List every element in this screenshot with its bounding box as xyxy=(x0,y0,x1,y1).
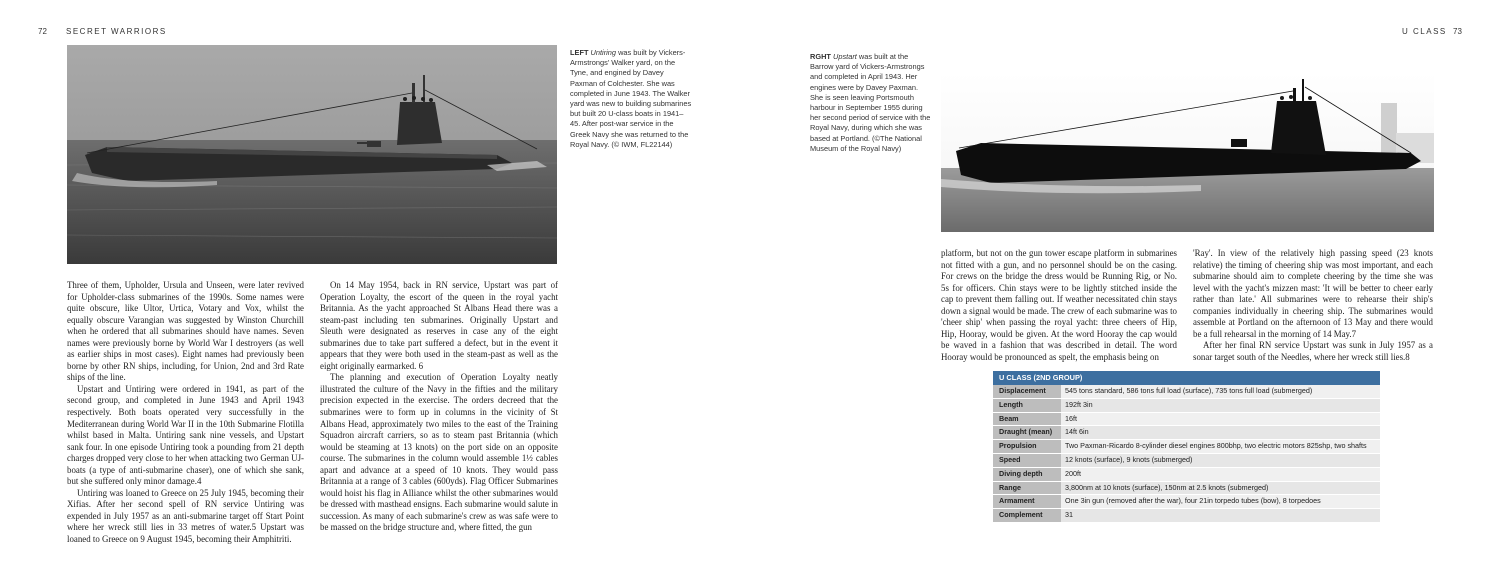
right-photo-caption xyxy=(810,52,932,154)
caption-ship-name: Upstart xyxy=(833,52,857,61)
table-row-value: One 3in gun (removed after the war), four 21in torpedo tubes (bow), 8 torpedoes xyxy=(1061,495,1380,508)
table-row xyxy=(993,426,1380,440)
table-row-value: 192ft 3in xyxy=(1061,399,1380,412)
table-row-value: 200ft xyxy=(1061,468,1380,481)
caption-text: was built by Vickers-Armstrongs' Walker yard, on the Tyne, and engined by Davey Paxman of Colchester. She was completed in June 1943. The Walker yard was new to building submarines but built 20 U-class boats in 1941–45. After post-war service in the Greek Navy she was returned to the Royal Navy. (© IWM, FL22144) xyxy=(570,48,692,149)
caption-text: was built at the Barrow yard of Vickers-Armstrongs and completed in April 1943. Her engines were by Davey Paxman. She is seen leaving Portsmouth harbour in September 1955 during her second period of service with the Royal Navy, during which she was based at Portland. (©The National Museum of the Royal Navy) xyxy=(810,52,931,153)
table-row xyxy=(993,509,1380,523)
table-row xyxy=(993,413,1380,427)
table-row xyxy=(993,385,1380,399)
caption-ship-name: Untiring xyxy=(590,48,617,57)
table-row xyxy=(993,399,1380,413)
paragraph: platform, but not on the gun tower escape platform in submarines not fitted with a gun, and no personnel should be on the casing. For crews on the bridge the dress would be Running Rig, or No. 5s for officers. Chin stays were to be lightly stitched inside the cap to prevent them falling out. If weather necessitated chin stays down a signal would be made. The crew of each submarine was to 'cheer ship' when passing the royal yacht: three cheers of Hip, Hip, Hooray, would be given. At the word Hooray the cap would be waved in a fashion that was described in detail. The word Hooray would be pronounced as spelt, the emphasis being on xyxy=(941,248,1177,362)
table-row-label: Complement xyxy=(993,509,1061,522)
table-row xyxy=(993,495,1380,509)
table-row-label: Beam xyxy=(993,413,1061,426)
table-row xyxy=(993,440,1380,454)
table-row-value: 14ft 6in xyxy=(1061,426,1380,439)
paragraph: 'Ray'. In view of the relatively high passing speed (23 knots relative) the timing of cheering ship was most important, and each submarine should aim to complete cheering by the time she was level with the yacht's mizzen mast: 'It will be better to cheer early rather than late.' All submarines were to rehearse their ship's companies individually in cheering ship. The submarines would assemble at Portland on the afternoon of 13 May and there would be a full rehearsal in the morning of 14 May.7 xyxy=(1193,248,1433,339)
left-column-1 xyxy=(67,280,304,546)
table-body xyxy=(993,385,1380,523)
untiring-photo xyxy=(67,45,557,264)
table-row-label: Propulsion xyxy=(993,440,1061,453)
paragraph: After her final RN service Upstart was sunk in July 1957 as a sonar target south of the Needles, where her wreck still lies.8 xyxy=(1193,340,1433,362)
specifications-table xyxy=(993,371,1380,523)
paragraph: Untiring was loaned to Greece on 25 July 1945, becoming their Xifias. After her second spell of RN service Untiring was expended in July 1957 as an anti-submarine target off Start Point where her wreck still lies in 33 metres of water.5 Upstart was loaned to Greece on 9 August 1945, becoming their Amphitriti. xyxy=(67,487,304,545)
table-row xyxy=(993,482,1380,496)
right-column-2 xyxy=(1193,248,1433,363)
paragraph: Upstart and Untiring were ordered in 1941, as part of the second group, and completed in June 1943 and April 1943 respectively. Both boats operated very successfully in the Mediterranean during World War II in the 10th Submarine Flotilla whilst based in Malta. Untiring sank nine vessels, and Upstart sank four. In one episode Untiring took a pounding from 21 depth charges dropped very close to her when attacking two German UJ-boats (a type of anti-submarine chaser), one of which she sank, but she suffered only minor damage.4 xyxy=(67,383,304,487)
left-running-head: SECRET WARRIORS xyxy=(66,27,167,36)
table-row-label: Armament xyxy=(993,495,1061,508)
paragraph: The planning and execution of Operation Loyalty neatly illustrated the culture of the Navy in the fifties and the military precision expected in the exercise. The orders decreed that the submarines were to form up in columns in the vicinity of St Albans Head, approximately two miles to the east of the Training Squadron aircraft carriers, so as to steam past Britannia (which would be steaming at 13 knots) on the port side on an opposite course. The submarines in the column would assemble 1½ cables apart and advance at a speed of 10 knots. They would pass Britannia at a range of 3 cables (600yds). Flag Officer Submarines would hoist his flag in Alliance whilst the other submarines would be dressed with masthead ensigns. Each submarine would salute in succession. As many of each submarine's crew as was safe were to be massed on the bridge structure and, where fitted, the gun xyxy=(320,372,558,533)
table-title: U CLASS (2ND GROUP) xyxy=(993,371,1380,385)
table-row-value: 16ft xyxy=(1061,413,1380,426)
right-column-1 xyxy=(941,248,1177,363)
table-row-label: Diving depth xyxy=(993,468,1061,481)
upstart-photo xyxy=(941,73,1434,232)
left-page-number: 72 xyxy=(38,27,47,36)
left-column-2 xyxy=(320,280,558,534)
table-row-label: Draught (mean) xyxy=(993,426,1061,439)
table-row xyxy=(993,468,1380,482)
table-row xyxy=(993,454,1380,468)
table-row-value: 31 xyxy=(1061,509,1380,522)
table-row-label: Range xyxy=(993,482,1061,495)
table-row-value: 12 knots (surface), 9 knots (submerged) xyxy=(1061,454,1380,467)
table-row-value: 545 tons standard, 586 tons full load (surface), 735 tons full load (submerged) xyxy=(1061,385,1380,398)
caption-lead: RGHT xyxy=(810,52,831,61)
table-row-value: Two Paxman-Ricardo 8-cylinder diesel engines 800bhp, two electric motors 825shp, two shafts xyxy=(1061,440,1380,453)
paragraph: Three of them, Upholder, Ursula and Unseen, were later revived for Upholder-class submarines of the 1990s. Some names were quite obscure, like Ultor, Urtica, Votary and Vox, whilst the equally obscure Varangian was suggested by Winston Churchill when he ordered that all submarines should have names. Seven names were previously borne by World War I destroyers (as well as earlier ships in most cases). Eight names had previously been borne by other RN ships, including, for Union, 2nd and 3rd Rate ships of the line. xyxy=(67,280,304,383)
paragraph: On 14 May 1954, back in RN service, Upstart was part of Operation Loyalty, the escort of the queen in the royal yacht Britannia. As the yacht approached St Albans Head there was a steam-past including ten submarines. Originally Upstart and Sleuth were designated as reserves in case any of the eight submarines due to take part suffered a defect, but in the event it appears that they were both used in the steam-past as well as the eight originally earmarked. 6 xyxy=(320,280,558,371)
right-running-head: U CLASS xyxy=(1402,27,1447,36)
table-row-label: Displacement xyxy=(993,385,1061,398)
table-row-value: 3,800nm at 10 knots (surface), 150nm at 2.5 knots (submerged) xyxy=(1061,482,1380,495)
left-photo-caption xyxy=(570,48,692,150)
table-row-label: Length xyxy=(993,399,1061,412)
caption-lead: LEFT xyxy=(570,48,589,57)
table-row-label: Speed xyxy=(993,454,1061,467)
right-page-number: 73 xyxy=(1453,27,1462,36)
